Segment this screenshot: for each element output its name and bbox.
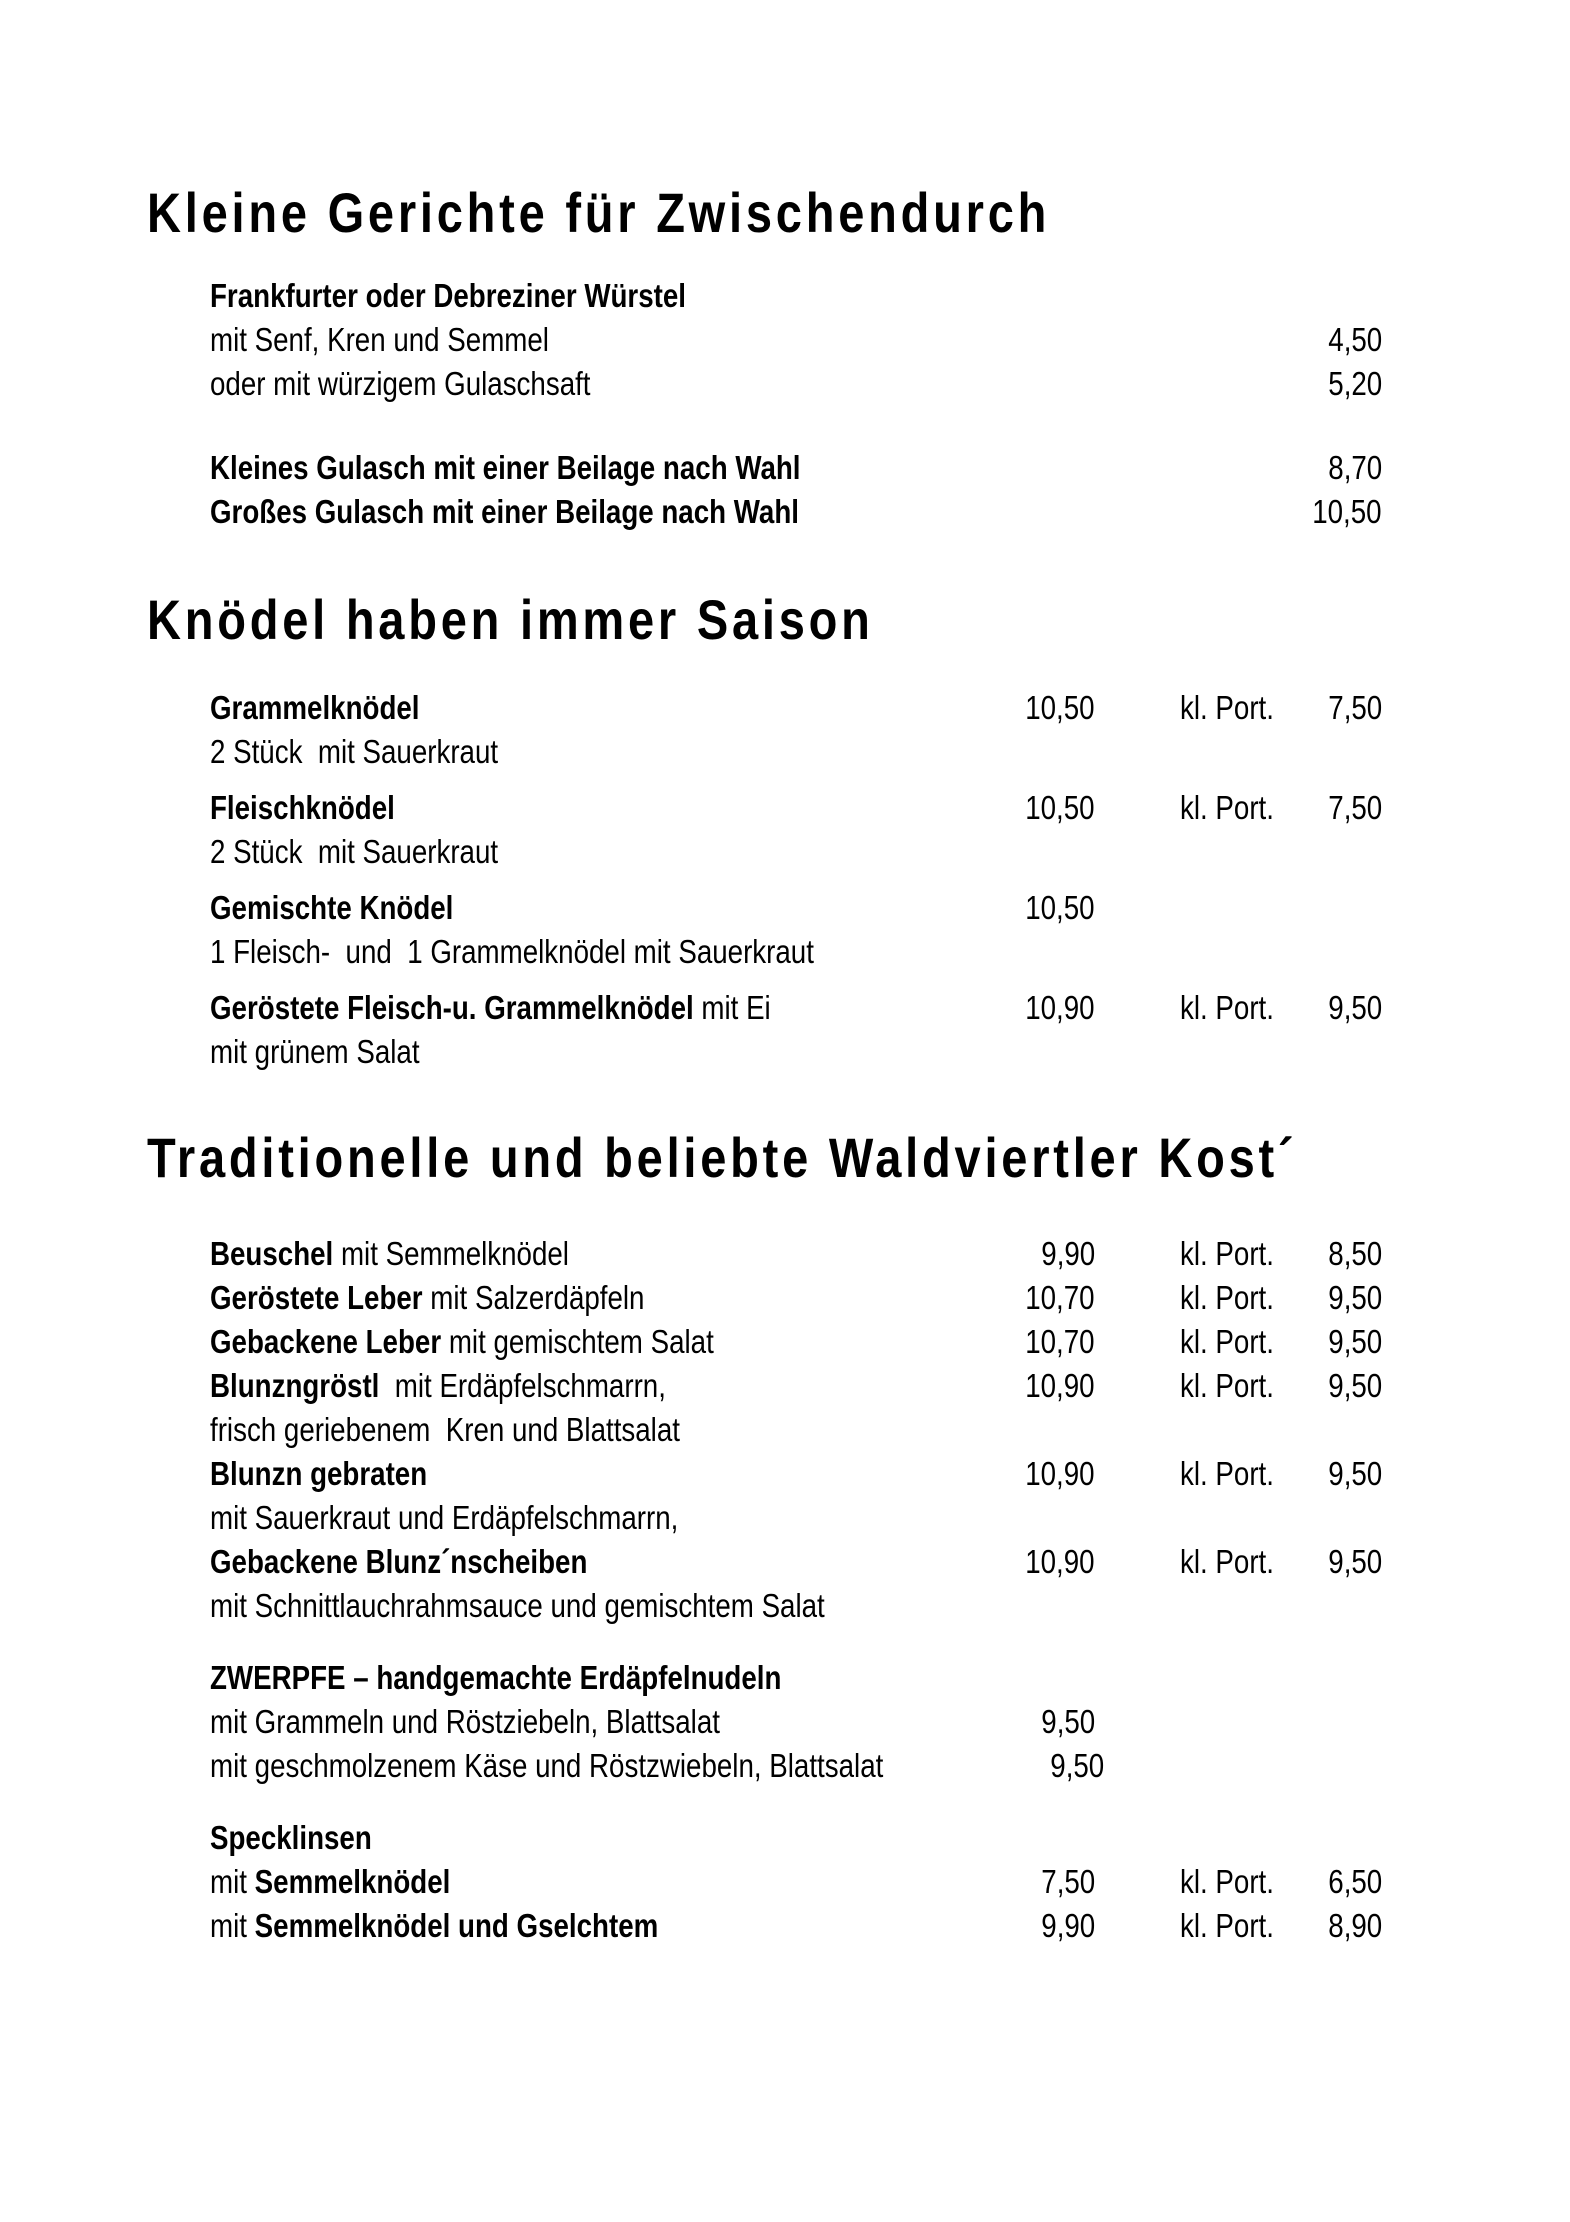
price-full-cell <box>957 686 1095 730</box>
dish-title-segment: Grammelknödel <box>210 689 420 726</box>
small-portion-label: kl. Port. <box>1180 1455 1274 1492</box>
price-full: 10,90 <box>1025 1455 1095 1492</box>
price-small: 9,50 <box>1328 1367 1382 1404</box>
dish-desc-segment: mit Semmelknödel <box>333 1235 569 1272</box>
dish-desc-segment: mit Ei <box>693 989 771 1026</box>
dish-desc-segment: mit Salzerdäpfeln <box>422 1279 645 1316</box>
dish-name-cell <box>210 730 957 774</box>
dish-name-text <box>210 1030 420 1074</box>
small-portion-label-cell <box>1095 1320 1290 1364</box>
menu-row <box>210 1452 1382 1496</box>
dish-name-text <box>210 362 591 406</box>
dish-desc-segment: mit geschmolzenem Käse und Röstzwiebeln, Blattsalat <box>210 1747 884 1784</box>
price-small-cell <box>1290 786 1382 830</box>
dish-name-cell <box>210 1320 957 1364</box>
menu-row <box>210 686 1382 730</box>
dish-title-segment: Geröstete Fleisch-u. Grammelknödel <box>210 989 694 1026</box>
small-portion-label: kl. Port. <box>1180 1323 1274 1360</box>
dish-name-text <box>210 1540 587 1584</box>
section-rows <box>0 274 1570 534</box>
price-small: 5,20 <box>1328 365 1382 402</box>
menu-row <box>210 730 1382 774</box>
price-small-cell <box>1290 1276 1382 1320</box>
dish-title-segment: Fleischknödel <box>210 789 395 826</box>
dish-name-text <box>210 1904 658 1948</box>
small-portion-label: kl. Port. <box>1180 1279 1274 1316</box>
menu-row <box>210 1744 1382 1788</box>
dish-title-segment: Specklinsen <box>210 1819 372 1856</box>
small-portion-label-cell <box>1095 686 1290 730</box>
dish-name-cell <box>210 686 957 730</box>
dish-title-segment: Gebackene Blunz´nscheiben <box>210 1543 588 1580</box>
dish-name-cell <box>210 1276 957 1320</box>
dish-name-cell <box>210 490 957 534</box>
price-small: 6,50 <box>1328 1863 1382 1900</box>
dish-desc-segment: mit grünem Salat <box>210 1033 420 1070</box>
dish-desc-segment: 1 Fleisch- und 1 Grammelknödel mit Sauerkraut <box>210 933 814 970</box>
menu-row <box>210 362 1382 406</box>
price-full-cell <box>957 1364 1095 1408</box>
price-small-cell <box>1290 1320 1382 1364</box>
dish-name-text <box>210 1700 720 1744</box>
price-small-cell <box>1290 362 1382 406</box>
price-small: 9,50 <box>1328 1279 1382 1316</box>
small-portion-label-cell <box>1095 786 1290 830</box>
dish-title-segment: Semmelknödel und Gselchtem <box>254 1907 659 1944</box>
section-heading-text: Kleine Gerichte für Zwischendurch <box>147 181 1051 244</box>
dish-name-text <box>210 930 814 974</box>
small-portion-label-cell <box>1095 1452 1290 1496</box>
menu-section-kleine-gerichte <box>0 182 1570 534</box>
dish-name-cell <box>210 986 957 1030</box>
price-full-cell <box>957 986 1095 1030</box>
small-portion-label-cell <box>1095 1860 1290 1904</box>
menu-row <box>210 830 1382 874</box>
price-small-cell <box>1290 318 1382 362</box>
price-full: 10,90 <box>1025 989 1095 1026</box>
price-small-cell <box>1290 986 1382 1030</box>
dish-desc-segment: mit Schnittlauchrahmsauce und gemischtem Salat <box>210 1587 825 1624</box>
small-portion-label: kl. Port. <box>1180 689 1274 726</box>
price-small-cell <box>1290 490 1382 534</box>
dish-desc-segment: frisch geriebenem Kren und Blattsalat <box>210 1411 680 1448</box>
dish-name-text <box>210 886 453 930</box>
dish-name-cell <box>210 1364 957 1408</box>
price-small-cell <box>1290 446 1382 490</box>
small-portion-label-cell <box>1095 1276 1290 1320</box>
price-small-cell <box>1290 1364 1382 1408</box>
dish-name-cell <box>210 1584 957 1628</box>
dish-name-cell <box>210 1860 957 1904</box>
menu-row <box>210 786 1382 830</box>
dish-name-cell <box>210 446 957 490</box>
small-portion-label: kl. Port. <box>1180 789 1274 826</box>
dish-desc-segment: mit Erdäpfelschmarrn, <box>379 1367 666 1404</box>
small-portion-label: kl. Port. <box>1180 1543 1274 1580</box>
price-full: 9,90 <box>1041 1235 1095 1272</box>
dish-desc-segment: 2 Stück mit Sauerkraut <box>210 833 499 870</box>
dish-desc-segment: mit <box>210 1863 255 1900</box>
price-full: 7,50 <box>1041 1863 1095 1900</box>
price-full: 10,50 <box>1025 689 1095 726</box>
price-small: 4,50 <box>1328 321 1382 358</box>
price-small: 7,50 <box>1328 789 1382 826</box>
price-full-cell <box>957 786 1095 830</box>
price-full-cell <box>957 1276 1095 1320</box>
price-full: 10,90 <box>1025 1367 1095 1404</box>
menu-row <box>210 930 1382 974</box>
small-portion-label-cell <box>1095 1540 1290 1584</box>
menu-row <box>210 1030 1382 1074</box>
dish-name-text <box>210 1276 644 1320</box>
small-portion-label-cell <box>1095 1232 1290 1276</box>
dish-name-cell <box>210 1030 957 1074</box>
price-full-cell <box>957 1700 1095 1744</box>
dish-name-text <box>210 1656 781 1700</box>
section-heading-text: Knödel haben immer Saison <box>147 588 874 651</box>
menu-row <box>210 318 1382 362</box>
dish-name-text <box>210 490 799 534</box>
dish-name-cell <box>210 1540 957 1584</box>
dish-name-text <box>210 1408 680 1452</box>
price-small: 7,50 <box>1328 689 1382 726</box>
section-rows <box>0 686 1570 1074</box>
dish-name-cell <box>210 1452 957 1496</box>
price-full: 10,50 <box>1025 889 1095 926</box>
menu-row <box>210 1816 1382 1860</box>
dish-name-text <box>210 1744 883 1788</box>
price-full: 10,70 <box>1025 1323 1095 1360</box>
price-full: 9,50 <box>1041 1703 1095 1740</box>
dish-name-cell <box>210 1700 957 1744</box>
dish-name-cell <box>210 1656 957 1700</box>
small-portion-label: kl. Port. <box>1180 1907 1274 1944</box>
price-small: 9,50 <box>1328 1323 1382 1360</box>
menu-row <box>210 1584 1382 1628</box>
price-small-cell <box>1290 686 1382 730</box>
price-full-cell <box>957 1860 1095 1904</box>
menu-row <box>210 886 1382 930</box>
dish-name-text <box>210 686 420 730</box>
small-portion-label: kl. Port. <box>1180 1367 1274 1404</box>
price-small: 10,50 <box>1312 493 1382 530</box>
dish-name-cell <box>210 1904 957 1948</box>
dish-title-segment: Kleines Gulasch mit einer Beilage nach Wahl <box>210 449 801 486</box>
dish-title-segment: Blunzn gebraten <box>210 1455 428 1492</box>
price-full-cell <box>957 1904 1095 1948</box>
price-full-cell <box>957 1452 1095 1496</box>
section-heading <box>147 1127 1570 1189</box>
menu-row <box>210 1276 1382 1320</box>
price-full: 10,90 <box>1025 1543 1095 1580</box>
dish-title-segment: Semmelknödel <box>254 1863 451 1900</box>
dish-desc-segment: mit Sauerkraut und Erdäpfelschmarrn, <box>210 1499 679 1536</box>
dish-name-cell <box>210 786 957 830</box>
menu-row <box>210 490 1382 534</box>
menu-row <box>210 446 1382 490</box>
dish-name-text <box>210 1232 569 1276</box>
price-full: 9,90 <box>1041 1907 1095 1944</box>
menu-row <box>210 1904 1382 1948</box>
price-small: 9,50 <box>1328 1455 1382 1492</box>
small-portion-label-cell <box>1095 1904 1290 1948</box>
menu-row <box>210 986 1382 1030</box>
menu-row <box>210 1656 1382 1700</box>
dish-title-segment: Gemischte Knödel <box>210 889 454 926</box>
dish-name-text <box>210 1860 450 1904</box>
dish-name-text <box>210 446 801 490</box>
menu-row <box>210 1540 1382 1584</box>
menu-section-waldviertler-kost <box>0 1127 1570 1948</box>
small-portion-label-cell <box>1095 986 1290 1030</box>
dish-desc-segment: oder mit würzigem Gulaschsaft <box>210 365 591 402</box>
dish-name-text <box>210 730 498 774</box>
price-small: 9,50 <box>1328 989 1382 1026</box>
small-portion-label: kl. Port. <box>1180 989 1274 1026</box>
price-small: 9,50 <box>1328 1543 1382 1580</box>
price-full: 9,50 <box>1050 1747 1105 1784</box>
price-full: 10,50 <box>1025 789 1095 826</box>
small-portion-label: kl. Port. <box>1180 1863 1274 1900</box>
dish-name-cell <box>210 274 957 318</box>
dish-title-segment: ZWERPFE – handgemachte Erdäpfelnudeln <box>210 1659 782 1696</box>
dish-desc-segment: mit Grammeln und Röstziebeln, Blattsalat <box>210 1703 720 1740</box>
menu-row <box>210 1364 1382 1408</box>
small-portion-label: kl. Port. <box>1180 1235 1274 1272</box>
dish-desc-segment: mit Senf, Kren und Semmel <box>210 321 549 358</box>
price-small: 8,50 <box>1328 1235 1382 1272</box>
price-small-cell <box>1290 1452 1382 1496</box>
dish-name-cell <box>210 830 957 874</box>
menu-row <box>210 1232 1382 1276</box>
dish-desc-segment: 2 Stück mit Sauerkraut <box>210 733 499 770</box>
price-small: 8,70 <box>1328 449 1382 486</box>
dish-name-text <box>210 1452 427 1496</box>
dish-name-cell <box>210 886 957 930</box>
dish-name-text <box>210 786 395 830</box>
dish-desc-segment: mit gemischtem Salat <box>441 1323 714 1360</box>
menu-row <box>210 1700 1382 1744</box>
price-small: 8,90 <box>1328 1907 1382 1944</box>
dish-name-text <box>210 1320 714 1364</box>
dish-name-text <box>210 274 686 318</box>
dish-name-cell <box>210 1496 957 1540</box>
dish-title-segment: Großes Gulasch mit einer Beilage nach Wahl <box>210 493 799 530</box>
menu-row <box>210 1408 1382 1452</box>
dish-name-text <box>210 318 549 362</box>
menu-row <box>210 1320 1382 1364</box>
section-heading <box>147 589 1570 651</box>
price-small-cell <box>1290 1540 1382 1584</box>
price-full-cell <box>973 1744 1104 1788</box>
section-heading <box>147 182 1570 244</box>
dish-name-text <box>210 1816 372 1860</box>
menu-row <box>210 1860 1382 1904</box>
dish-name-cell <box>210 1744 973 1788</box>
price-full: 10,70 <box>1025 1279 1095 1316</box>
dish-name-cell <box>210 362 957 406</box>
dish-title-segment: Geröstete Leber <box>210 1279 423 1316</box>
menu-row <box>210 274 1382 318</box>
small-portion-label-cell <box>1095 1364 1290 1408</box>
dish-title-segment: Gebackene Leber <box>210 1323 442 1360</box>
dish-name-cell <box>210 930 957 974</box>
menu-row <box>210 1496 1382 1540</box>
price-full-cell <box>957 886 1095 930</box>
price-small-cell <box>1290 1860 1382 1904</box>
dish-name-text <box>210 1364 666 1408</box>
dish-name-text <box>210 986 771 1030</box>
dish-title-segment: Blunzngröstl <box>210 1367 380 1404</box>
section-heading-text: Traditionelle und beliebte Waldviertler Kost´ <box>147 1126 1298 1189</box>
price-small-cell <box>1290 1904 1382 1948</box>
price-small-cell <box>1290 1232 1382 1276</box>
dish-title-segment: Frankfurter oder Debreziner Würstel <box>210 277 686 314</box>
dish-name-text <box>210 1496 678 1540</box>
section-rows <box>0 1232 1570 1948</box>
dish-name-cell <box>210 318 957 362</box>
dish-name-cell <box>210 1232 957 1276</box>
menu-section-knoedel <box>0 589 1570 1074</box>
price-full-cell <box>957 1232 1095 1276</box>
dish-name-text <box>210 1584 825 1628</box>
dish-name-cell <box>210 1816 957 1860</box>
dish-title-segment: Beuschel <box>210 1235 334 1272</box>
dish-name-text <box>210 830 498 874</box>
dish-name-cell <box>210 1408 957 1452</box>
price-full-cell <box>957 1320 1095 1364</box>
price-full-cell <box>957 1540 1095 1584</box>
dish-desc-segment: mit <box>210 1907 255 1944</box>
